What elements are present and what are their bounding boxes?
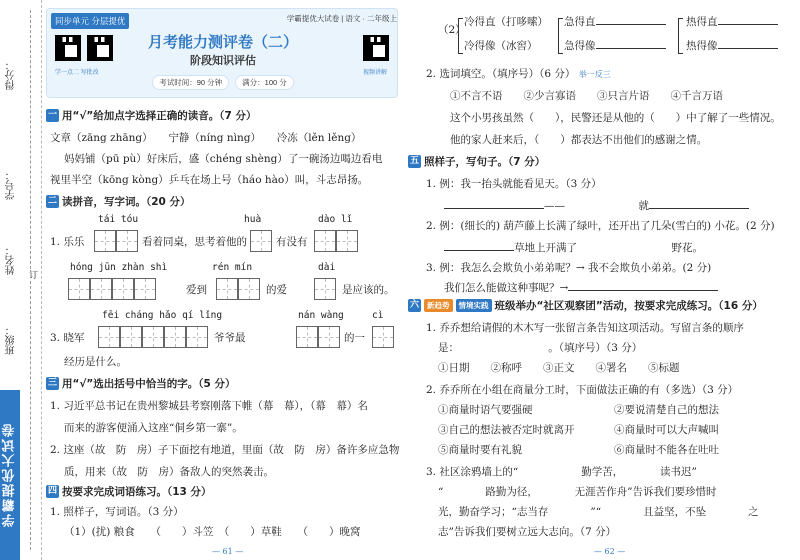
r-line: 冷得直（打哆嗦）: [464, 16, 548, 28]
answer-box[interactable]: [116, 230, 138, 252]
binding-strip: [0, 0, 42, 560]
answer-box[interactable]: [238, 278, 260, 300]
s4-line: （1）(扰) 粮食 （ ）斗笠 （ ）草鞋 （ ）晚窝: [64, 526, 361, 538]
exam-meta: [47, 75, 399, 90]
s1-line: 视里半空（kōng kòng）乒乓在场上号（háo hào）叫，斗志昂扬。: [50, 174, 369, 186]
pinyin: huà: [244, 214, 262, 225]
unit-tag: 同步单元 分层提优: [51, 13, 129, 29]
answer-box[interactable]: [216, 278, 238, 300]
page-number: — 61 —: [212, 547, 244, 556]
r-line: 热得直: [686, 14, 778, 29]
name-label: 姓名：: [6, 245, 17, 275]
section-4-title: 四 按要求完成词语练习。（13 分）: [47, 486, 212, 498]
s2-text: 有没有: [276, 236, 308, 248]
brace: [678, 18, 683, 54]
s5-line: —— 就: [444, 198, 749, 213]
q2-tag: 举一反三: [578, 70, 611, 79]
s3-line: 而来的游客便涌入这座“侗乡第一寨”。: [64, 422, 243, 434]
answer-box[interactable]: [336, 230, 358, 252]
answer-box[interactable]: [372, 326, 394, 348]
pinyin: rén mín: [212, 262, 253, 273]
section-1-title: 一 用“√”给加点字选择正确的读音。（7 分）: [47, 110, 257, 122]
s2-text: 爱到: [186, 284, 207, 296]
qr-label: 学一点二 写批改: [55, 70, 99, 76]
exam-score: 满分：100 分: [235, 75, 294, 90]
student-id-label: 学号：: [6, 170, 17, 200]
pinyin: fēi cháng hǎo qí lǐng: [102, 310, 223, 321]
s2-text: 是应该的。: [342, 284, 395, 296]
answer-box[interactable]: [164, 326, 186, 348]
s6-line: 光，勤奋学习；“志当存 ”“ 且益坚，不坠 之: [438, 506, 759, 518]
exam-header: [46, 8, 398, 98]
s6-line: 1. 乔乔想给请假的木木写一张留言条告知这项活动。写留言条的顺序: [426, 322, 744, 334]
r-line: 急得像: [564, 38, 666, 53]
answer-box[interactable]: [142, 326, 164, 348]
r-line: 热得像: [686, 38, 778, 53]
answer-box[interactable]: [314, 230, 336, 252]
s2-text: 3. 晓军: [50, 332, 85, 344]
s5-line: 1. 例：我一抬头就能看见天。（3 分）: [426, 178, 602, 190]
q2-line: 他的家人赶来后，（ ）都表达不出他们的感谢之情。: [450, 134, 708, 146]
s6-option: ④商量时可以大声喊叫: [614, 424, 719, 436]
s1-line: 妈妈铺（pū pù）好床后，盛（chéng shèng）了一碗汤边喝边看电: [64, 153, 383, 165]
answer-box[interactable]: [120, 326, 142, 348]
answer-box[interactable]: [250, 230, 272, 252]
left-page: [46, 8, 398, 558]
pinyin: hóng jūn zhàn shì: [70, 262, 168, 273]
pinyin: nán wàng: [298, 310, 344, 321]
answer-box[interactable]: [68, 278, 90, 300]
answer-box[interactable]: [318, 326, 340, 348]
page-number: — 62 —: [594, 547, 626, 556]
s3-line: 质，用来（故 防 房）备敌人的突然袭击。: [64, 466, 274, 478]
s3-line: 1. 习近平总书记在贵州黎城县考察刚落下帷（幕 幕），（幕 幕）名: [50, 400, 368, 412]
answer-box[interactable]: [90, 278, 112, 300]
s6-options: ①日期 ②称呼 ③正文 ④署名 ⑤标题: [438, 362, 680, 374]
s2-text: 经历是什么。: [64, 356, 127, 368]
s6-line: “ 路勤为径， 无涯苦作舟”告诉我们要珍惜时: [438, 486, 717, 498]
answer-box[interactable]: [314, 278, 336, 300]
s6-option: ③自己的想法被否定时就离开: [438, 424, 575, 436]
q2-line: 这个小男孩虽然（ ），民警还是从他的（ ）中了解了一些情况。: [450, 112, 781, 124]
series-label: 学霸提优大试卷 | 语文 · 二年级上: [286, 14, 397, 23]
qr-label: 视频讲解: [363, 70, 388, 76]
brace: [458, 18, 463, 54]
brand-logo: 学霸提优大试卷: [0, 390, 20, 560]
right-page: [408, 8, 794, 558]
s2-text: 爷爷最: [214, 332, 246, 344]
cut-mark: 订: [27, 270, 37, 279]
answer-box[interactable]: [112, 278, 134, 300]
s3-line: 2. 这座（故 防 房）子下面挖有地道，里面（故 防 房）备许多应急物: [50, 444, 400, 456]
section-5-title: 五 照样子，写句子。（7 分）: [409, 156, 546, 168]
s6-option: ①商量时语气要强硬: [438, 404, 533, 416]
section-2-title: 二 读拼音，写字词。（20 分）: [47, 196, 191, 208]
pinyin: dài: [318, 262, 336, 273]
answer-box[interactable]: [134, 278, 156, 300]
s2-text: 1. 乐乐: [50, 236, 85, 248]
answer-box[interactable]: [186, 326, 208, 348]
s5-line: 草地上开满了 野花。: [444, 240, 703, 255]
exam-title: 月考能力测评卷（二）: [147, 33, 298, 51]
answer-box[interactable]: [94, 230, 116, 252]
cut-line: [30, 10, 31, 550]
s1-line: 文章（zāng zhāng） 宁静（níng nìng） 冷冻（lěn lěng）: [50, 132, 362, 144]
pinyin: dào lǐ: [318, 214, 353, 225]
exam-subtitle: 阶段知识评估: [190, 54, 256, 67]
q2-title: 2. 选词填空。（填序号）（6 分） 举一反三: [426, 68, 611, 80]
s5-line: 3. 例：我怎么会欺负小弟弟呢？→ 我不会欺负小弟弟。(2 分): [426, 262, 712, 274]
r-line: 急得直: [564, 14, 666, 29]
r-line: 冷得像（冰窖）: [464, 40, 538, 52]
s5-line: 2. 例：(细长的) 葫芦藤上长满了绿叶，还开出了几朵(雪白的) 小花。(2 分): [426, 220, 775, 232]
s6-line: 2. 乔乔所在小组在商量分工时，下面做法正确的有（多选）（3 分）: [426, 384, 739, 396]
s4-line: 1. 照样子，写词语。（3 分）: [50, 506, 184, 518]
s6-option: ⑤商量时要有礼貌: [438, 444, 522, 456]
pinyin: tái tóu: [98, 214, 139, 225]
answer-box[interactable]: [98, 326, 120, 348]
q2-options: ①不言不语 ②少言寡语 ③只言片语 ④千言万语: [450, 90, 723, 102]
section-6-title: 六 新趋势 情境实践 班级举办“社区观察团”活动，按要求完成练习。（16 分）: [409, 300, 763, 312]
s2-text: 看着同桌，思考着他的: [142, 236, 247, 248]
r-label: （2）: [438, 24, 466, 36]
s2-text: 的一: [344, 332, 365, 344]
class-label: 班级：: [6, 325, 17, 355]
s6-line: 是： 。（填序号）（3 分）: [438, 342, 643, 354]
s6-option: ②要说清楚自己的想法: [614, 404, 719, 416]
s6-line: 志”告诉我们要树立远大志向。（7 分）: [438, 526, 617, 538]
score-label: 得分：: [6, 60, 17, 90]
s6-line: 3. 社区涂鸦墙上的“ 勤学苦， 读书迟”: [426, 466, 697, 478]
section-3-title: 三 用“√”选出括号中恰当的字。（5 分）: [47, 378, 236, 390]
s5-line: 我们怎么能做这种事呢？→: [444, 280, 718, 295]
pinyin: cì: [372, 310, 384, 321]
s2-text: 的爱: [266, 284, 287, 296]
brace: [558, 18, 563, 54]
answer-box[interactable]: [296, 326, 318, 348]
exam-time: 考试时间：90 分钟: [152, 75, 229, 90]
s6-option: ⑥商量时不能各在吐吐: [614, 444, 719, 456]
